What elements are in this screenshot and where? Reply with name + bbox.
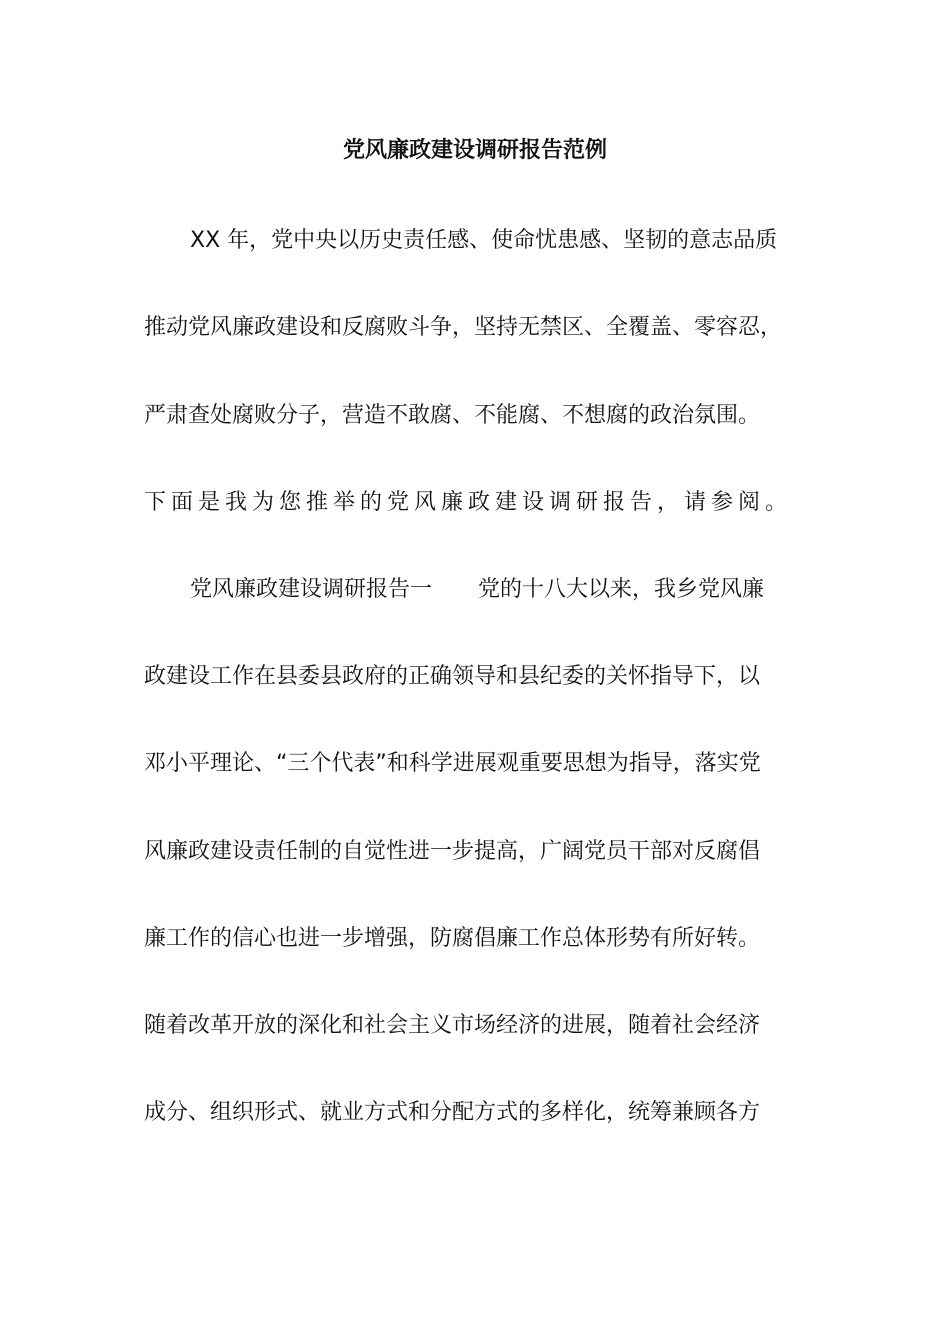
document-title: 党风廉政建设调研报告范例 bbox=[342, 138, 607, 163]
body-line-8: 风廉政建设责任制的自觉性进一步提高，广阔党员干部对反腐倡 bbox=[144, 839, 761, 864]
report-heading-one: 党风廉政建设调研报告一 bbox=[190, 577, 433, 602]
report-opening-text: 党的十八大以来，我乡党风廉 bbox=[478, 577, 765, 602]
body-line-9: 廉工作的信心也进一步增强，防腐倡廉工作总体形势有所好转。 bbox=[144, 926, 761, 951]
body-line-1: XX 年，党中央以历史责任感、使命忧患感、坚韧的意志品质 bbox=[190, 228, 778, 253]
body-line-3: 严肃查处腐败分子，营造不敢腐、不能腐、不想腐的政治氛围。 bbox=[144, 403, 761, 428]
body-line-2: 推动党风廉政建设和反腐败斗争，坚持无禁区、全覆盖、零容忍， bbox=[144, 315, 783, 340]
body-line-7: 邓小平理论、“三个代表”和科学进展观重要思想为指导，落实党 bbox=[144, 751, 761, 776]
body-line-6: 政建设工作在县委县政府的正确领导和县纪委的关怀指导下，以 bbox=[144, 664, 761, 689]
body-line-4: 下面是我为您推举的党风廉政建设调研报告，请参阅。 bbox=[144, 490, 793, 515]
body-line-5 bbox=[190, 572, 764, 608]
body-line-10: 随着改革开放的深化和社会主义市场经济的进展，随着社会经济 bbox=[144, 1013, 761, 1038]
body-line-11: 成分、组织形式、就业方式和分配方式的多样化，统筹兼顾各方 bbox=[144, 1100, 761, 1125]
